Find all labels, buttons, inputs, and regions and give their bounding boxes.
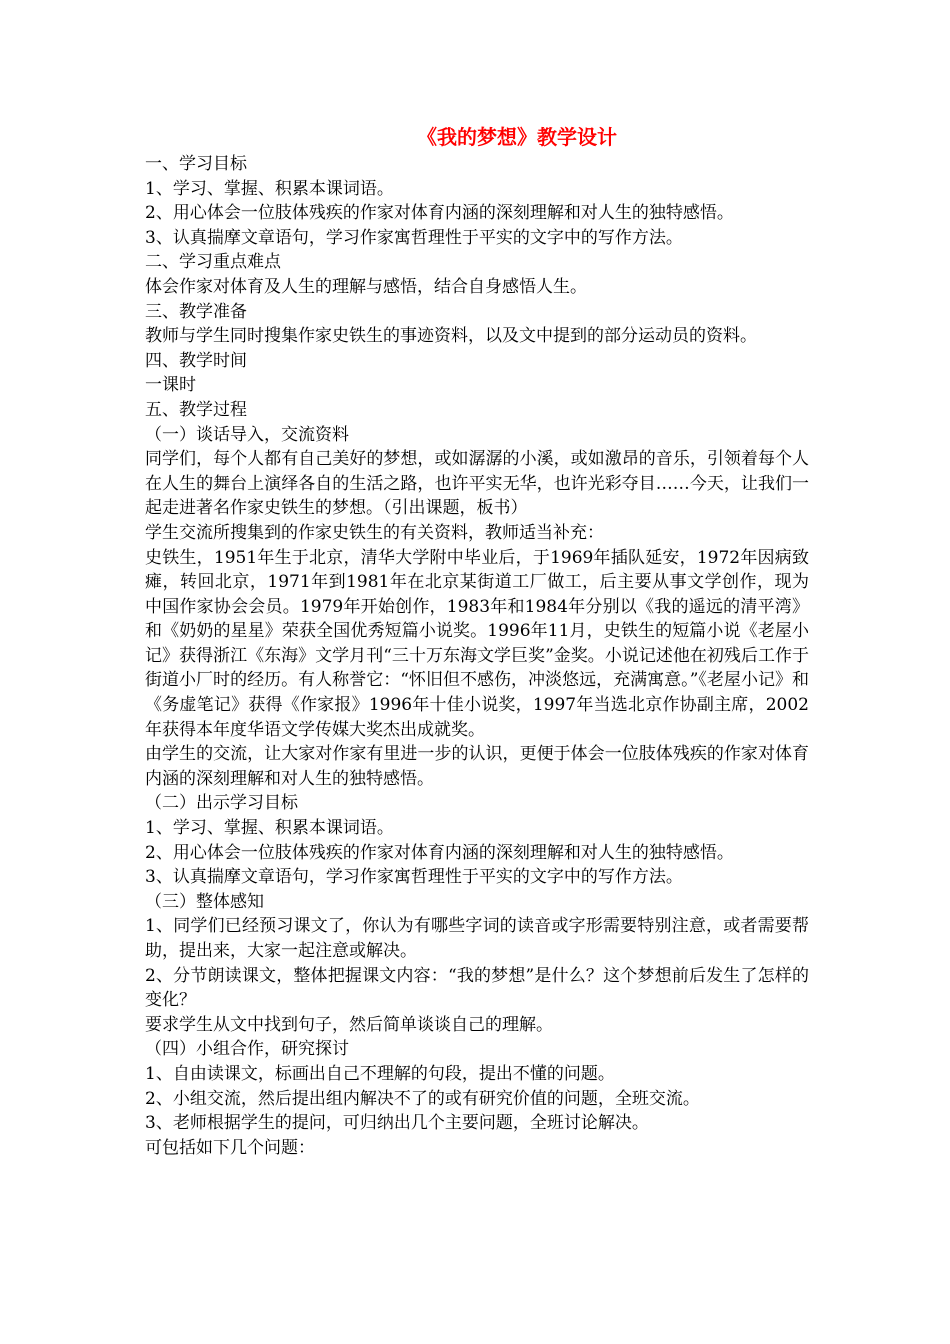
overview-requirement: 要求学生从文中找到句子，然后简单谈谈自己的理解。	[145, 1014, 553, 1035]
intro-paragraph: 同学们，每个人都有自己美好的梦想，或如潺潺的小溪，或如激昂的音乐，引领着每个人在人生的舞台上演绎各自的生活之路，也许平实无华，也许光彩夺目……今天，让我们一起走进著名作家史铁生的梦想。（引出课题，板书）	[145, 449, 809, 519]
group-item-3: 3、老师根据学生的提问，可归纳出几个主要问题，全班讨论解决。	[145, 1113, 649, 1134]
group-item-1: 1、自由读课文，标画出自己不理解的句段，提出不懂的问题。	[145, 1063, 615, 1084]
overview-item-1: 1、同学们已经预习课文了，你认为有哪些字词的读音或字形需要特别注意，或者需要帮助，提出来，大家一起注意或解决。	[145, 916, 809, 961]
goal-item-2: 2、用心体会一位肢体残疾的作家对体育内涵的深刻理解和对人生的独特感悟。	[145, 203, 734, 224]
overview-item-2: 2、分节朗读课文，整体把握课文内容：“我的梦想”是什么？这个梦想前后发生了怎样的变化？	[145, 965, 809, 1011]
section-heading-goals: 一、学习目标	[145, 154, 247, 174]
section-heading-process: 五、教学过程	[145, 399, 247, 420]
goal-item-3: 3、认真揣摩文章语句，学习作家寓哲理性于平实的文字中的写作方法。	[145, 227, 683, 248]
section-heading-key-points: 二、学习重点难点	[145, 252, 281, 273]
group-item-2: 2、小组交流，然后提出组内解决不了的或有研究价值的问题，全班交流。	[145, 1088, 700, 1109]
subsection-overview: （三）整体感知	[145, 891, 264, 912]
document-title: 《我的梦想》教学设计	[417, 125, 617, 149]
document-page	[145, 122, 809, 1160]
subsection-intro: （一）谈话导入，交流资料	[145, 424, 349, 445]
goal-repeat-1: 1、学习、掌握、积累本课词语。	[145, 818, 394, 839]
time-text: 一课时	[145, 375, 196, 396]
questions-lead: 可包括如下几个问题：	[145, 1137, 315, 1158]
summary-paragraph: 由学生的交流，让大家对作家有里进一步的认识，更便于体会一位肢体残疾的作家对体育内涵的深刻理解和对人生的独特感悟。	[145, 744, 809, 789]
preparation-text: 教师与学生同时搜集作家史铁生的事迹资料，以及文中提到的部分运动员的资料。	[145, 326, 757, 347]
section-heading-time: 四、教学时间	[145, 350, 247, 371]
biography-paragraph: 史铁生，1951年生于北京，清华大学附中毕业后，于1969年插队延安，1972年因病致瘫，转回北京，1971年到1981年在北京某街道工厂做工，后主要从事文学创作，现为中国作家协会会员。1979年开始创作，1983年和1984年分别以《我的遥远的清平湾》和《奶奶的星星》荣获全国优秀短篇小说奖。1996年11月，史铁生的短篇小说《老屋小记》获得浙江《东海》文学月刊“三十万东海文学巨奖”金奖。小说记述他在初残后工作于街道小厂时的经历。有人称誉它：“怀旧但不感伤，冲淡悠远，充满寓意。”《老屋小记》和《务虚笔记》获得《作家报》1996年十佳小说奖，1997年当选北京作协副主席，2002年获得本年度华语文学传媒大奖杰出成就奖。	[145, 547, 809, 740]
exchange-paragraph: 学生交流所搜集到的作家史铁生的有关资料，教师适当补充：	[145, 522, 604, 543]
section-heading-preparation: 三、教学准备	[145, 301, 247, 322]
goal-item-1: 1、学习、掌握、积累本课词语。	[145, 178, 394, 199]
goal-repeat-3: 3、认真揣摩文章语句，学习作家寓哲理性于平实的文字中的写作方法。	[145, 867, 683, 888]
subsection-goals: （二）出示学习目标	[145, 793, 298, 814]
key-points-text: 体会作家对体育及人生的理解与感悟，结合自身感悟人生。	[145, 276, 587, 297]
goal-repeat-2: 2、用心体会一位肢体残疾的作家对体育内涵的深刻理解和对人生的独特感悟。	[145, 842, 734, 863]
subsection-group-work: （四）小组合作，研究探讨	[145, 1039, 349, 1060]
